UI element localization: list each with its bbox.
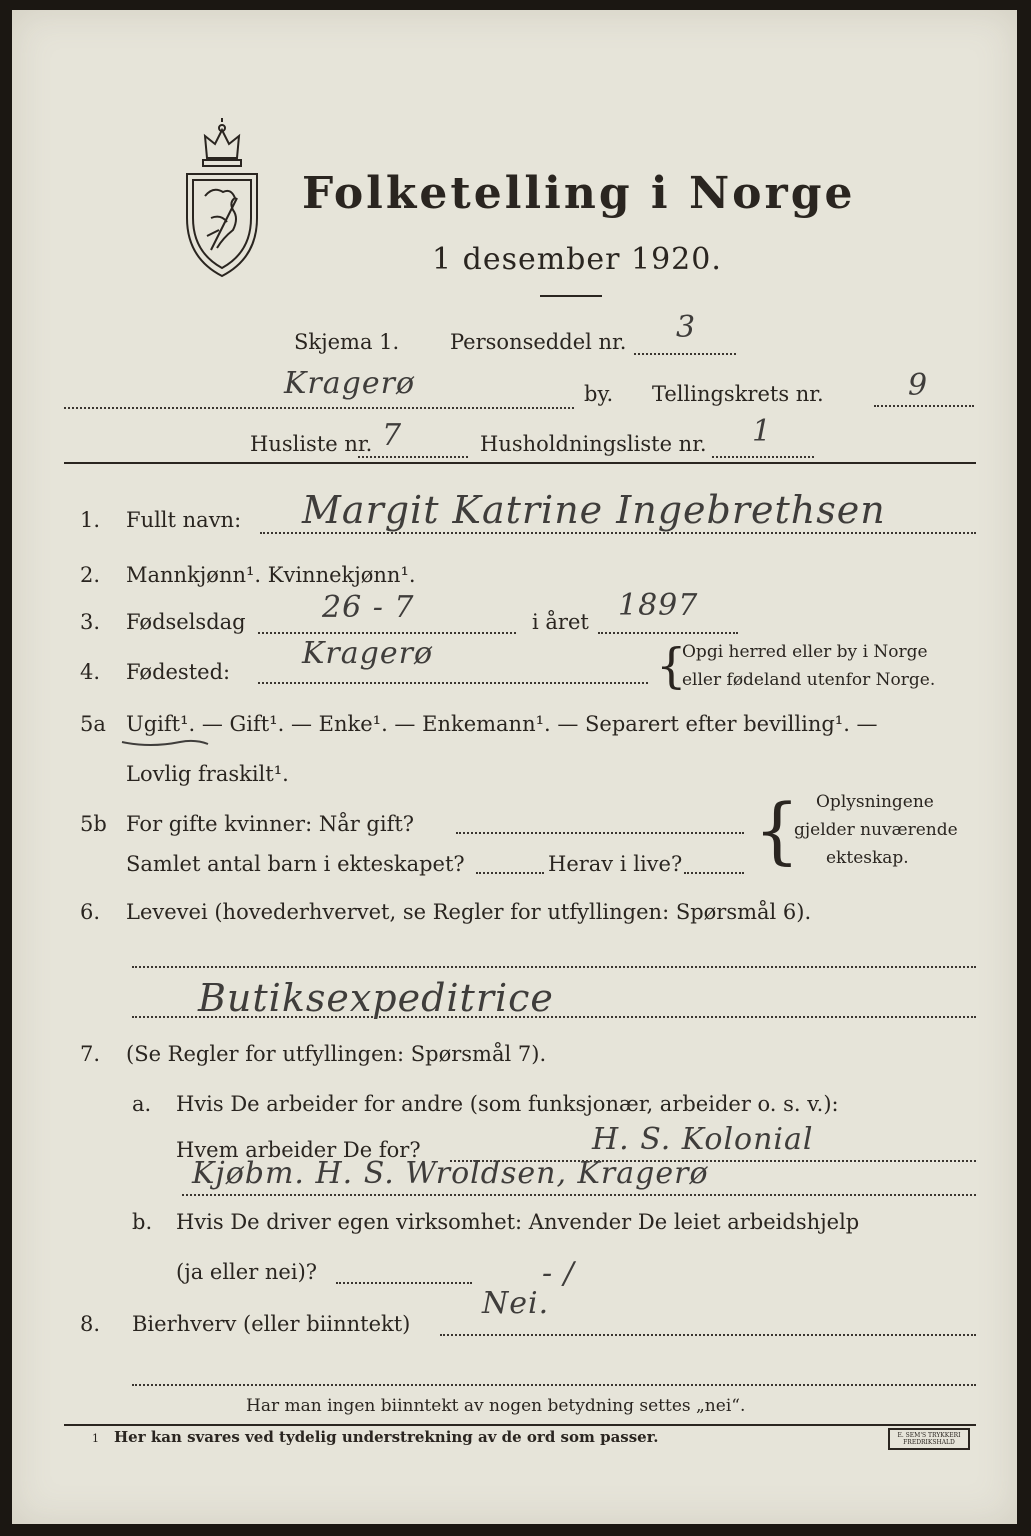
q7b-question: (ja eller nei)?: [176, 1260, 318, 1284]
q5b-married-label: For gifte kvinner: Når gift?: [126, 812, 415, 836]
q7-number: 7.: [80, 1042, 101, 1066]
q7a-employer-1[interactable]: H. S. Kolonial: [592, 1122, 814, 1157]
skjema-label: Skjema 1.: [294, 330, 400, 354]
q6-occupation[interactable]: Butiksexpeditrice: [198, 976, 554, 1020]
q4-label: Fødested:: [126, 660, 231, 684]
q3-birth-year[interactable]: 1897: [618, 588, 699, 623]
q5a-options-2: Lovlig fraskilt¹.: [126, 762, 289, 786]
header-rule: [64, 462, 976, 464]
q6-label: Levevei (hovederhvervet, se Regler for utfyllingen: Spørsmål 6).: [126, 900, 812, 924]
personseddel-value[interactable]: 3: [676, 310, 697, 345]
husholdning-value[interactable]: 1: [752, 414, 773, 449]
by-line: [64, 407, 574, 409]
q3-year-label: i året: [532, 610, 589, 634]
q8-answer[interactable]: Nei.: [482, 1286, 550, 1321]
q1-full-name[interactable]: Margit Katrine Ingebrethsen: [302, 488, 886, 532]
q7a-label: Hvis De arbeider for andre (som funksjonær, arbeider o. s. v.):: [176, 1092, 839, 1116]
husholdning-line: [712, 456, 814, 458]
q2-label: Mannkjønn¹. Kvinnekjønn¹.: [126, 563, 416, 587]
q2-number: 2.: [80, 563, 101, 587]
q7a-question: Hvem arbeider De for?: [176, 1138, 421, 1162]
q5b-note-2: gjelder nuværende: [794, 820, 958, 840]
q4-line: [258, 682, 648, 684]
tellingskrets-label: Tellingskrets nr.: [652, 382, 824, 406]
q3-label: Fødselsdag: [126, 610, 246, 634]
q8-number: 8.: [80, 1312, 101, 1336]
tellingskrets-line: [874, 405, 974, 407]
q5b-children-line: [476, 872, 544, 874]
q3-number: 3.: [80, 610, 101, 634]
coat-of-arms-icon: [177, 118, 267, 278]
q5b-brace: {: [754, 788, 800, 872]
q7-label: (Se Regler for utfyllingen: Spørsmål 7).: [126, 1042, 547, 1066]
q7b-label: Hvis De driver egen virksomhet: Anvender De leiet arbeidshjelp: [176, 1210, 860, 1234]
q8-line-2: [132, 1384, 976, 1386]
husliste-label: Husliste nr.: [250, 432, 373, 456]
q3-date-line: [258, 632, 516, 634]
by-value[interactable]: Kragerø: [284, 366, 415, 401]
q4-note-2: eller fødeland utenfor Norge.: [682, 670, 936, 690]
title-divider: [540, 295, 602, 297]
husliste-value[interactable]: 7: [382, 418, 403, 453]
personseddel-label: Personseddel nr.: [450, 330, 627, 354]
q7b-answer[interactable]: - /: [542, 1256, 575, 1291]
q5b-note-1: Oplysningene: [816, 792, 934, 812]
personseddel-line: [634, 353, 736, 355]
husliste-line: [358, 456, 468, 458]
q7b-line: [336, 1282, 472, 1284]
q8-label: Bierhverv (eller biinntekt): [132, 1312, 411, 1336]
q5b-alive-line: [684, 872, 744, 874]
q6-line-1: [132, 966, 976, 968]
printer-stamp: E. SEM'S TRYKKERI FREDRIKSHALD: [888, 1428, 970, 1450]
q1-line: [260, 532, 976, 534]
q8-line: [440, 1334, 976, 1336]
q5a-options: Ugift¹. — Gift¹. — Enke¹. — Enkemann¹. — Separert efter bevilling¹. —: [126, 712, 878, 736]
ugift-underline-mark: [120, 736, 210, 750]
census-form: [12, 10, 1017, 1524]
q5a-number: 5a: [80, 712, 106, 736]
q7b-letter: b.: [132, 1210, 153, 1234]
husholdning-label: Husholdningsliste nr.: [480, 432, 707, 456]
q7a-line-2: [182, 1194, 976, 1196]
q5b-children-label: Samlet antal barn i ekteskapet?: [126, 852, 465, 876]
q4-note-1: Opgi herred eller by i Norge: [682, 642, 928, 662]
q5b-note-3: ekteskap.: [826, 848, 909, 868]
footer-note: Har man ingen biinntekt av nogen betydning settes „nei“.: [246, 1396, 746, 1416]
q1-label: Fullt navn:: [126, 508, 242, 532]
tellingskrets-value[interactable]: 9: [908, 368, 929, 403]
census-date: 1 desember 1920.: [432, 242, 722, 277]
q7a-employer-2[interactable]: Kjøbm. H. S. Wroldsen, Kragerø: [192, 1156, 709, 1191]
q3-year-line: [598, 632, 738, 634]
q5b-married-line: [456, 832, 744, 834]
by-label: by.: [584, 382, 614, 406]
q6-number: 6.: [80, 900, 101, 924]
q3-birth-date[interactable]: 26 - 7: [322, 590, 415, 625]
footer-rule: [64, 1424, 976, 1426]
q1-number: 1.: [80, 508, 101, 532]
q4-number: 4.: [80, 660, 101, 684]
q4-birthplace[interactable]: Kragerø: [302, 636, 433, 671]
q4-brace: {: [656, 638, 687, 694]
form-title: Folketelling i Norge: [302, 168, 856, 219]
footnote-mark: 1: [92, 1432, 99, 1445]
footnote-text: Her kan svares ved tydelig understrekning av de ord som passer.: [114, 1428, 659, 1446]
q5b-alive-label: Herav i live?: [548, 852, 683, 876]
q5b-number: 5b: [80, 812, 107, 836]
q7a-letter: a.: [132, 1092, 152, 1116]
